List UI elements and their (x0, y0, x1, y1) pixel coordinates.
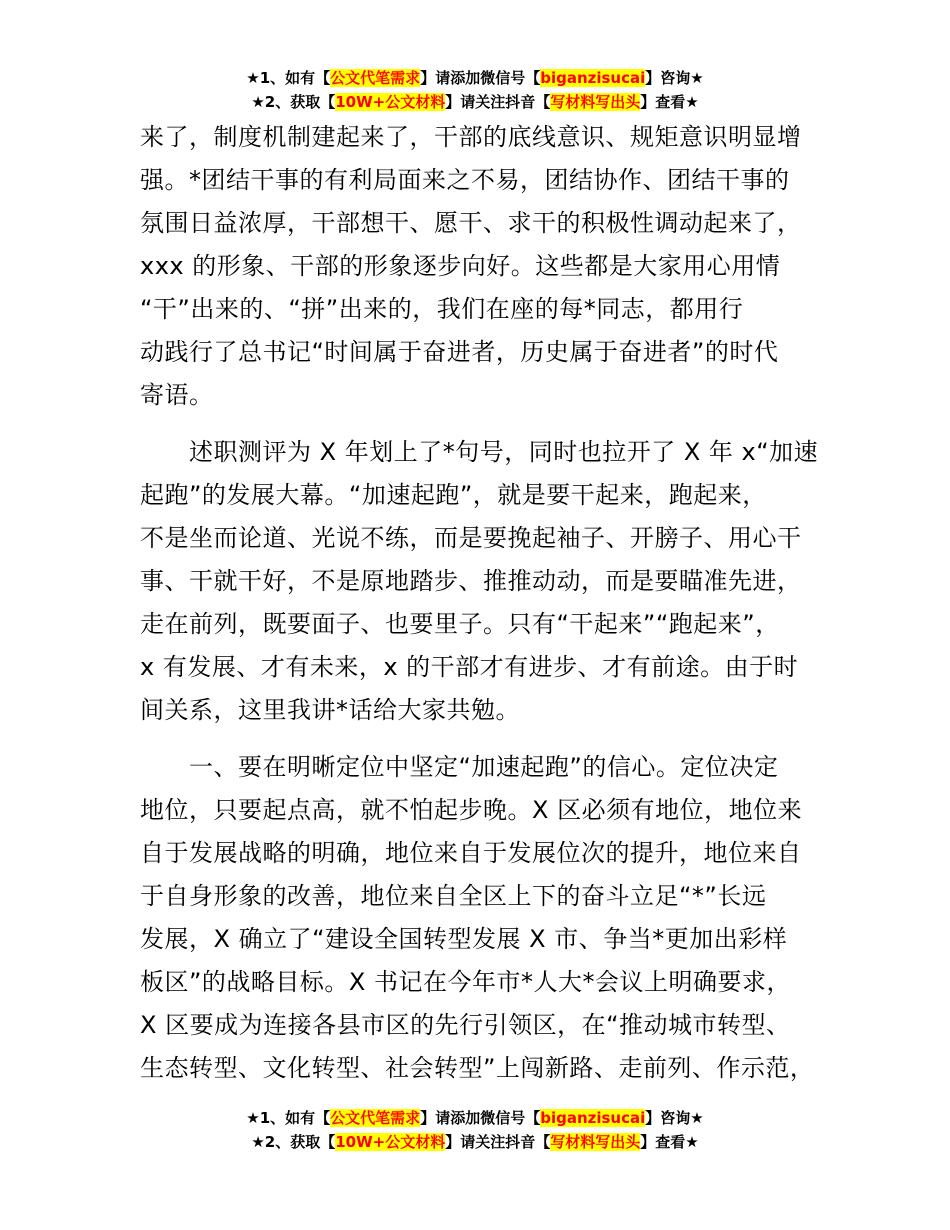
banner-text: 】请添加微信号【 (420, 1109, 541, 1127)
banner-highlight: 公文代笔需求 (330, 1109, 421, 1127)
banner-text: 】查看★ (640, 93, 699, 111)
footer-banner (0, 1106, 950, 1154)
banner-highlight-wechat-id: biganzisucai (540, 69, 646, 87)
text-line: 事、干就干好，不是原地踏步、推推动动，而是要瞄准先进， (140, 567, 802, 595)
text-line: 动践行了总书记“时间属于奋进者，历史属于奋进者”的时代 (140, 338, 779, 366)
text-line: xxx 的形象、干部的形象逐步向好。这些都是大家用心用情 (140, 252, 781, 280)
text-line: 氛围日益浓厚，干部想干、愿干、求干的积极性调动起来了， (140, 209, 802, 237)
banner-text: ★1、如有【 (246, 1109, 331, 1127)
header-banner (0, 66, 950, 114)
text-line: 发展，X 确立了“建设全国转型发展 X 市、争当*更加出彩样 (140, 925, 788, 953)
text-line: 来了，制度机制建起来了，干部的底线意识、规矩意识明显增 (140, 123, 802, 151)
banner-text: 】请添加微信号【 (420, 69, 541, 87)
text-line: 强。*团结干事的有利局面来之不易，团结协作、团结干事的 (140, 166, 790, 194)
text-line: 自于发展战略的明确，地位来自于发展位次的提升，地位来自 (140, 839, 802, 867)
banner-line-1 (0, 1106, 950, 1130)
text-line: 述职测评为 X 年划上了*句号，同时也拉开了 X 年 x“加速 (140, 438, 819, 466)
banner-line-2 (0, 90, 950, 114)
paragraph (140, 746, 830, 1090)
paragraph (140, 431, 830, 732)
text-line: 生态转型、文化转型、社会转型”上闯新路、走前列、作示范， (140, 1054, 815, 1082)
banner-highlight-wechat-id: biganzisucai (540, 1109, 646, 1127)
banner-text: 】咨询★ (645, 69, 704, 87)
text-line: 间关系，这里我讲*话给大家共勉。 (140, 696, 520, 724)
banner-text: 】请关注抖音【 (445, 1133, 551, 1151)
text-line: 走在前列，既要面子、也要里子。只有“干起来”“跑起来”， (140, 610, 780, 638)
text-line: 一、要在明晰定位中坚定“加速起跑”的信心。定位决定 (140, 753, 779, 781)
banner-highlight-douyin: 写材料写出头 (550, 93, 641, 111)
banner-text: 】请关注抖音【 (445, 93, 551, 111)
document-body (140, 116, 830, 1090)
text-line: 于自身形象的改善，地位来自全区上下的奋斗立足“*”长远 (140, 882, 767, 910)
text-line: 寄语。 (140, 381, 214, 409)
banner-line-2 (0, 1130, 950, 1154)
paragraph (140, 116, 830, 417)
banner-highlight: 10W+公文材料 (335, 93, 446, 111)
banner-text: ★2、获取【 (251, 1133, 336, 1151)
banner-highlight: 10W+公文材料 (335, 1133, 446, 1151)
text-line: x 有发展、才有未来，x 的干部才有进步、才有前途。由于时 (140, 653, 799, 681)
banner-text: ★2、获取【 (251, 93, 336, 111)
text-line: 地位，只要起点高，就不怕起步晚。X 区必须有地位，地位来 (140, 796, 803, 824)
banner-highlight-douyin: 写材料写出头 (550, 1133, 641, 1151)
text-line: 板区”的战略目标。X 书记在今年市*人大*会议上明确要求， (140, 968, 792, 996)
text-line: X 区要成为连接各县市区的先行引领区，在“推动城市转型、 (140, 1011, 791, 1039)
banner-text: 】咨询★ (645, 1109, 704, 1127)
text-line: “干”出来的、“拼”出来的，我们在座的每*同志，都用行 (140, 295, 744, 323)
banner-line-1 (0, 66, 950, 90)
text-line: 不是坐而论道、光说不练，而是要挽起袖子、开膀子、用心干 (140, 524, 802, 552)
text-line: 起跑”的发展大幕。“加速起跑”，就是要干起来，跑起来， (140, 481, 767, 509)
banner-highlight: 公文代笔需求 (330, 69, 421, 87)
banner-text: ★1、如有【 (246, 69, 331, 87)
banner-text: 】查看★ (640, 1133, 699, 1151)
